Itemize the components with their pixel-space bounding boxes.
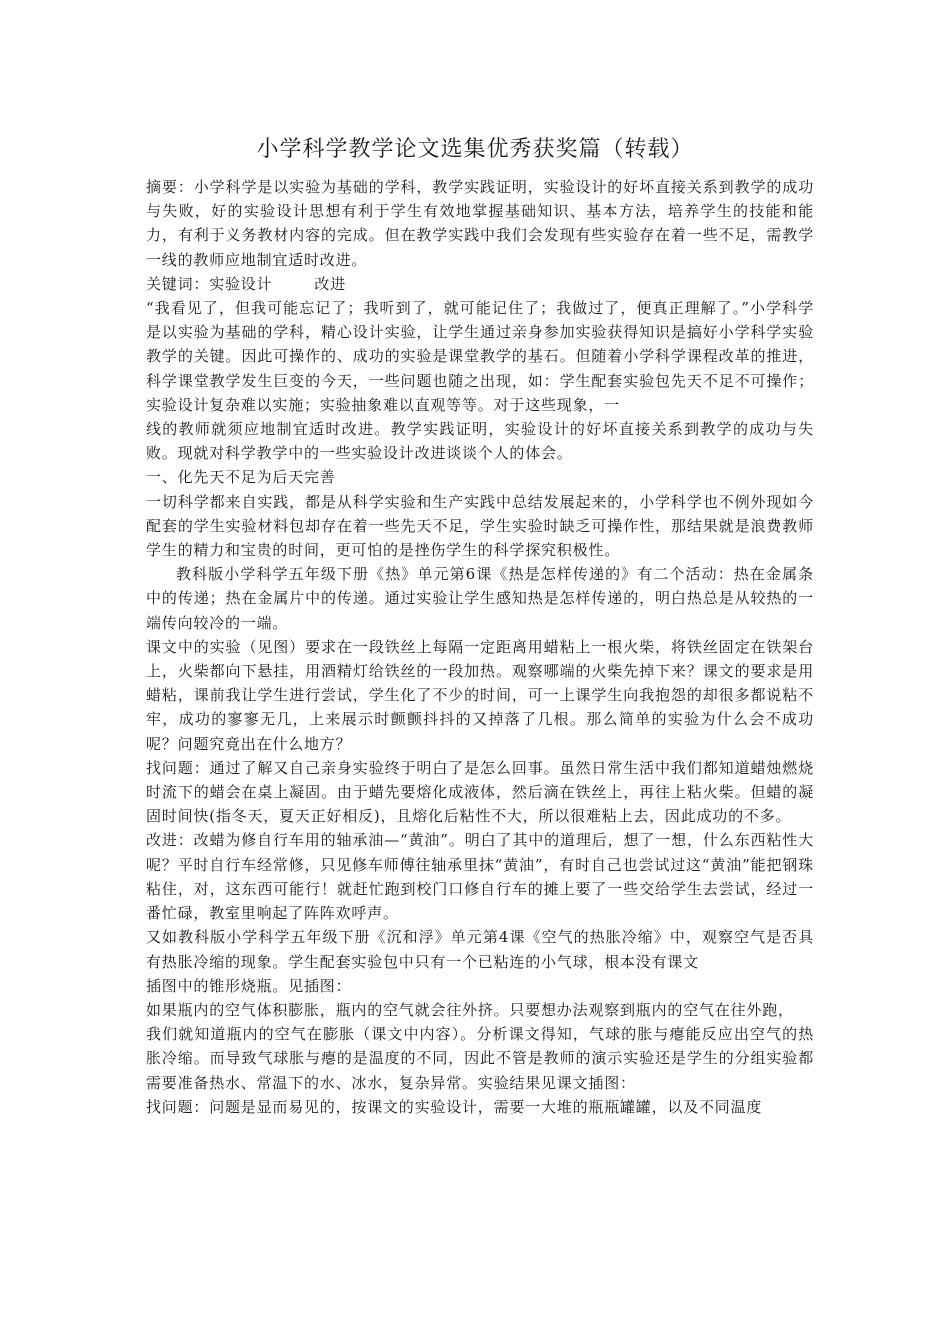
body-paragraph: 又如教科版小学科学五年级下册《沉和浮》单元第4课《空气的热胀冷缩》中，观察空气是否具有热胀冷缩的现象。学生配套实验包中只有一个已粘连的小气球，根本没有课文 (146, 928, 814, 971)
body-paragraph: 一切科学都来自实践，都是从科学实验和生产实践中总结发展起来的，小学科学也不例外现如今配套的学生实验材料包却存在着一些先天不足，学生实验时缺乏可操作性，那结果就是浪费教师学生的精力和宝贵的时间，更可怕的是挫伤学生的科学探究积极性。 (146, 492, 814, 560)
body-paragraph: 改进：改蜡为修自行车用的轴承油—“黄油”。明白了其中的道理后，想了一想，什么东西粘性大呢？平时自行车经常修，只见修车师傅往轴承里抹“黄油”，有时自己也尝试过这“黄油”能把钢珠粘住，对，这东西可能行！就赶忙跑到校门口修自行车的摊上要了一些交给学生去尝试，经过一番忙碌，教室里响起了阵阵欢呼声。 (146, 831, 814, 923)
body-paragraph: 我们就知道瓶内的空气在膨胀（课文中内容）。分析课文得知，气球的胀与瘪能反应出空气的热胀冷缩。而导致气球胀与瘪的是温度的不同，因此不管是教师的演示实验还是学生的分组实验都需要准备热水、常温下的水、冰水，复杂异常。实验结果见课文插图： (146, 1025, 814, 1092)
keywords-line (146, 272, 814, 296)
body-paragraph: 课文中的实验（见图）要求在一段铁丝上每隔一定距离用蜡粘上一根火柴，将铁丝固定在铁架台上，火柴都向下悬挂，用酒精灯给铁丝的一段加热。观察哪端的火柴先掉下来？课文的要求是用蜡粘，课前我让学生进行尝试，学生化了不少的时间，可一上课学生向我抱怨的却很多都说粘不牢，成功的寥寥无几，上来展示时颤颤抖抖的又掉落了几根。那么简单的实验为什么会不成功呢？问题究竟出在什么地方？ (146, 637, 814, 753)
body-paragraph: 教科版小学科学五年级下册《热》单元第6课《热是怎样传递的》有二个活动：热在金属条中的传递；热在金属片中的传递。通过实验让学生感知热是怎样传递的，明白热总是从较热的一端传向较冷的一端。 (146, 565, 814, 632)
body-paragraph: “我看见了，但我可能忘记了；我听到了，就可能记住了；我做过了，便真正理解了。”小学科学是以实验为基础的学科，精心设计实验，让学生通过亲身参加实验获得知识是搞好小学科学实验教学的关键。因此可操作的、成功的实验是课堂教学的基石。但随着小学科学课程改革的推进，科学课堂教学发生巨变的今天，一些问题也随之出现，如：学生配套实验包先天不足不可操作；实验设计复杂难以实施；实验抽象难以直观等等。对于这些现象，一 (146, 299, 814, 414)
body-paragraph: 找问题：通过了解又自己亲身实验终于明白了是怎么回事。虽然日常生活中我们都知道蜡烛燃烧时流下的蜡会在桌上凝固。由于蜡先要熔化成液体，然后滴在铁丝上，再往上粘火柴。但蜡的凝固时间快(指冬天，夏天正好相反)，且熔化后粘性不大，所以很难粘上去，因此成功的不多。 (146, 758, 814, 826)
section-heading: 一、化先天不足为后天完善 (146, 468, 336, 487)
body-paragraph: 如果瓶内的空气体积膨胀，瓶内的空气就会往外挤。只要想办法观察到瓶内的空气在往外跑， (146, 1000, 794, 1019)
body-paragraph: 线的教师就须应地制宜适时改进。教学实践证明，实验设计的好坏直接关系到教学的成功与失败。现就对科学教学中的一些实验设计改进谈谈个人的体会。 (146, 420, 814, 463)
document-body (146, 175, 814, 1119)
keyword-item: 改进 (314, 274, 347, 293)
body-paragraph: 插图中的锥形烧瓶。见插图： (146, 976, 352, 995)
keyword-item: 实验设计 (209, 274, 273, 293)
document-title: 小学科学教学论文选集优秀获奖篇（转载） (256, 137, 694, 162)
abstract-paragraph: 摘要：小学科学是以实验为基础的学科，教学实践证明，实验设计的好坏直接关系到教学的成功与失败，好的实验设计思想有利于学生有效地掌握基础知识、基本方法，培养学生的技能和能力，有利于义务教材内容的完成。但在教学实践中我们会发现有些实验存在着一些不足，需教学一线的教师应地制宜适时改进。 (146, 178, 814, 269)
body-paragraph: 找问题：问题是显而易见的，按课文的实验设计，需要一大堆的瓶瓶罐罐，以及不同温度 (146, 1097, 763, 1116)
keywords-label: 关键词： (146, 274, 210, 293)
